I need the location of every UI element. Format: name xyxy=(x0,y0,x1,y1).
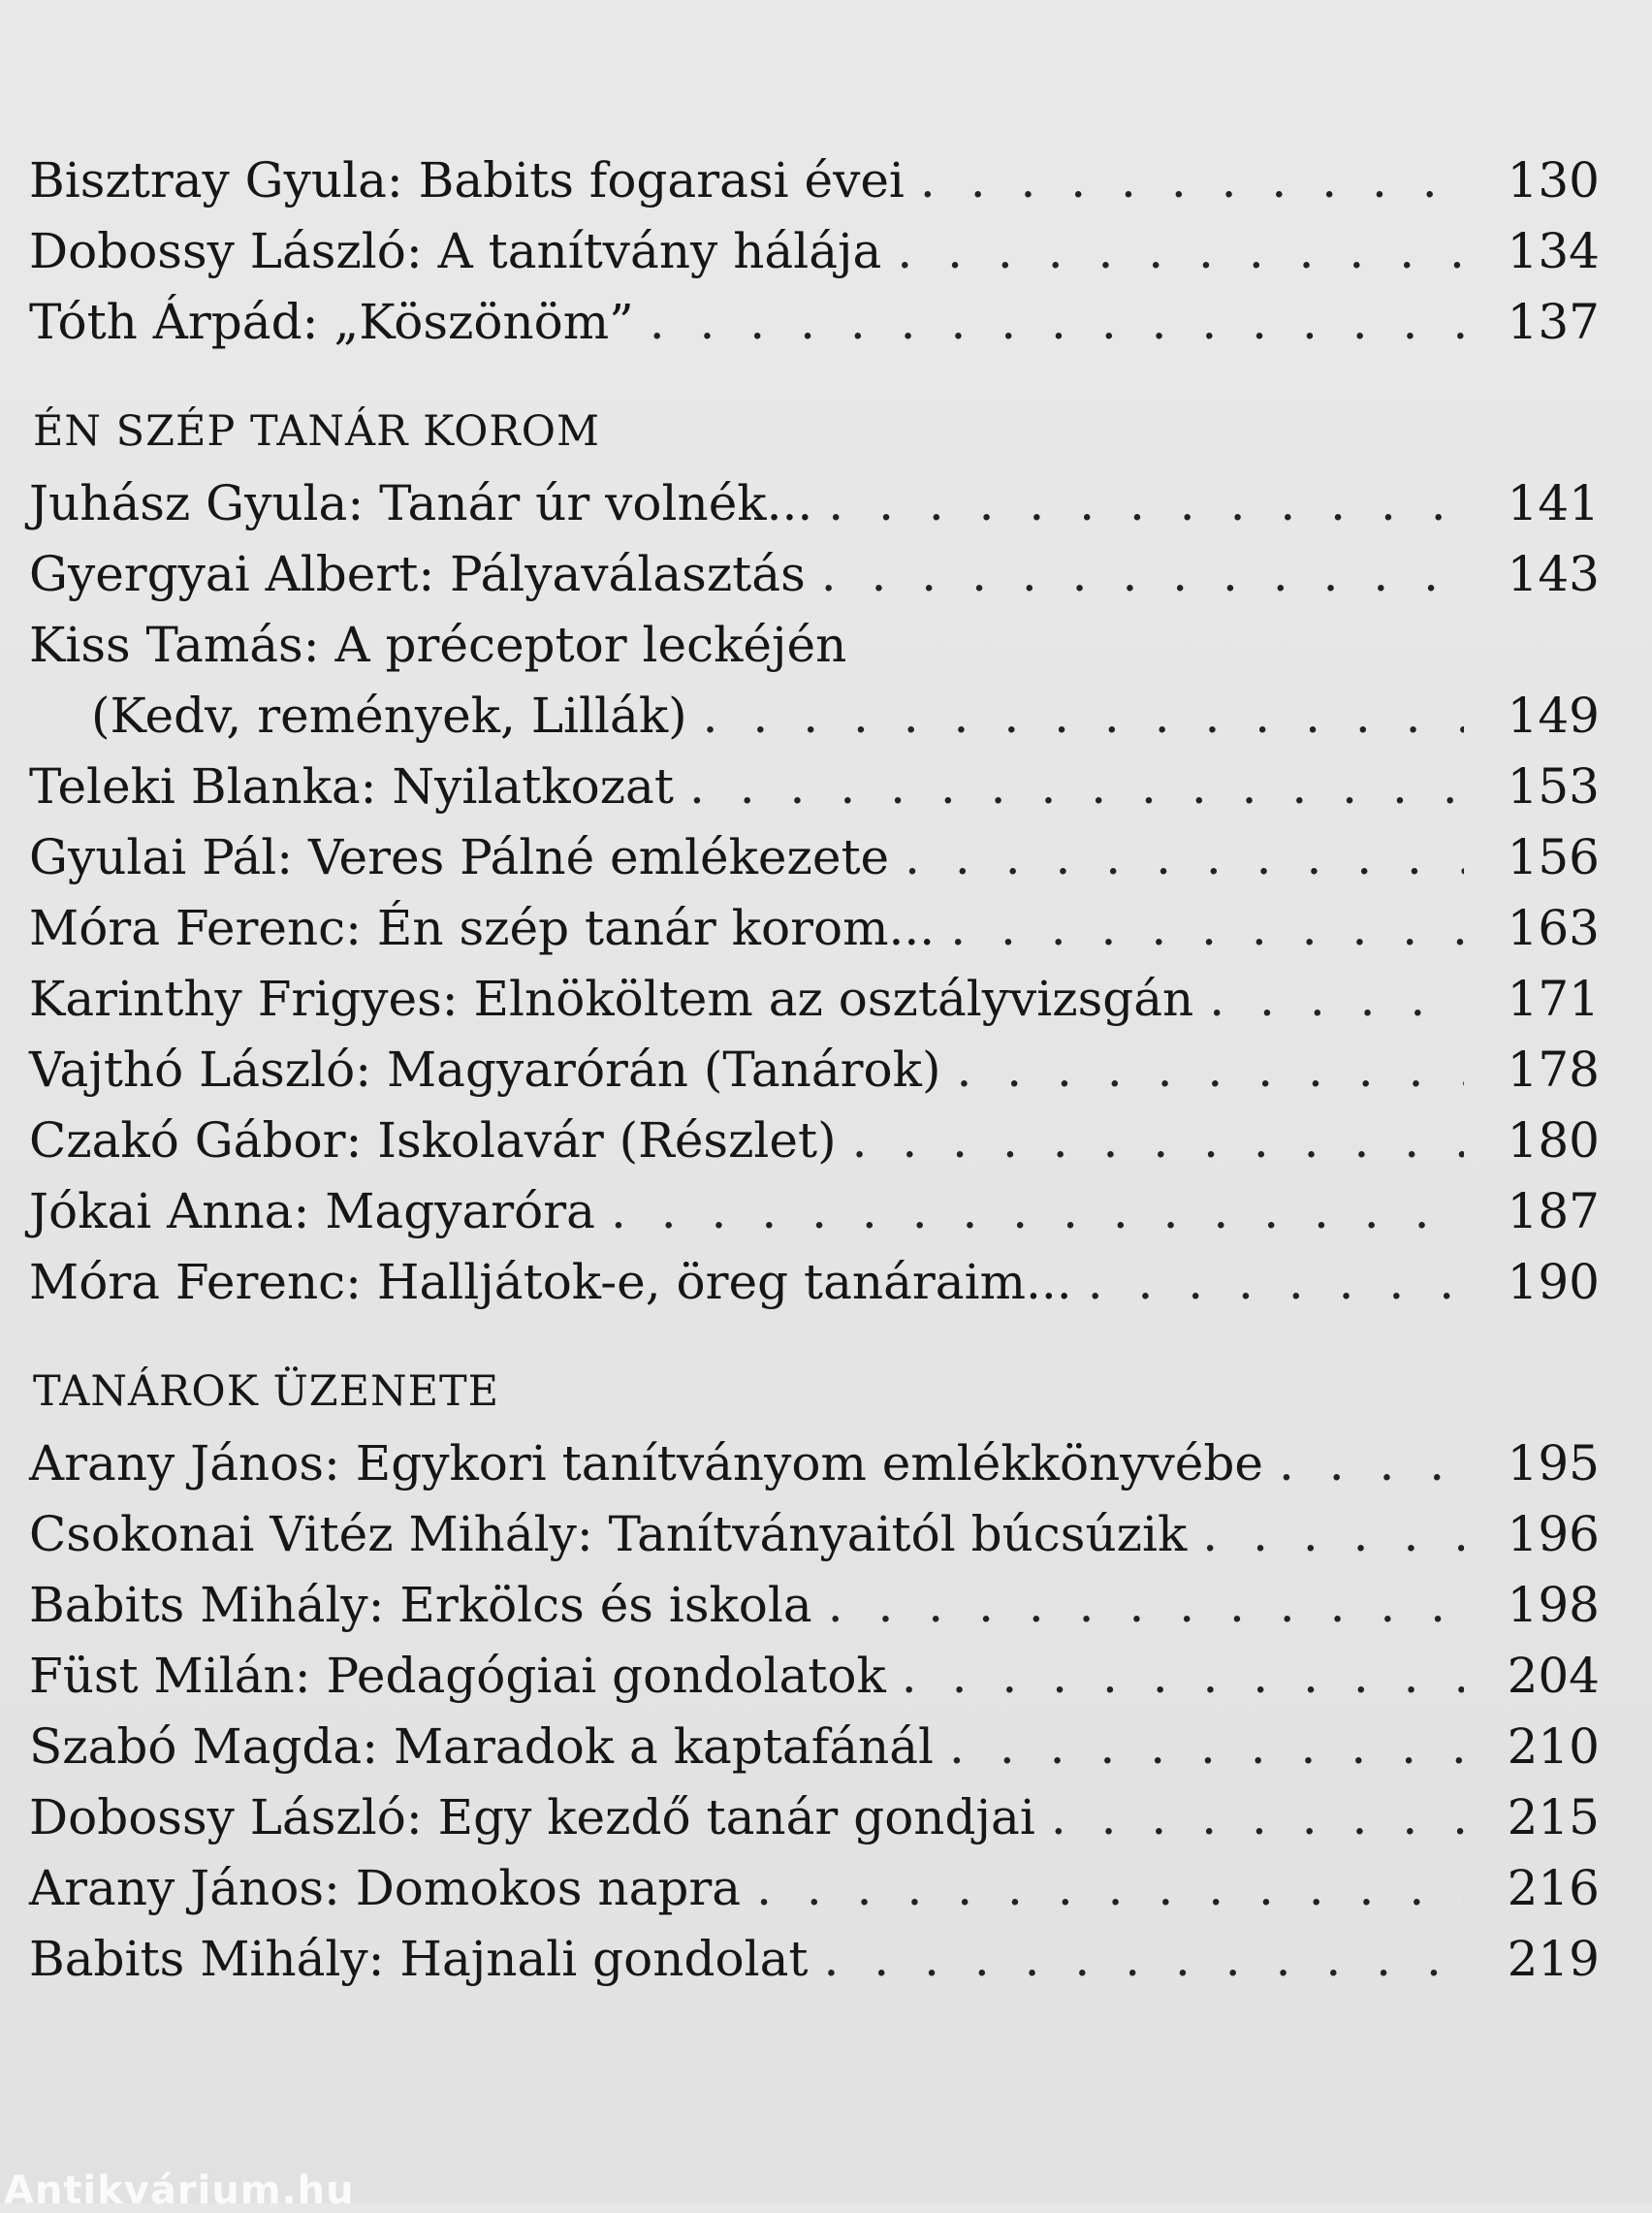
toc-entry: Dobossy László: A tanítvány hálája . . . 134 xyxy=(29,216,1600,287)
dot-leader xyxy=(902,1641,1464,1712)
dot-leader xyxy=(1088,1247,1464,1318)
page-number: 171 xyxy=(1507,971,1600,1027)
page-number: 216 xyxy=(1507,1860,1600,1916)
page-number: 137 xyxy=(1507,294,1600,350)
page-number: 156 xyxy=(1507,829,1600,885)
toc-entry: Jókai Anna: Magyaróra . . . 187 xyxy=(29,1176,1600,1247)
dot-leader xyxy=(905,822,1464,893)
toc-section-1 xyxy=(29,145,1600,358)
toc-entry: Czakó Gábor: Iskolavár (Részlet) . . . 180 xyxy=(29,1106,1600,1176)
dot-leader xyxy=(828,468,1464,539)
section-heading: ÉN SZÉP TANÁR KOROM xyxy=(33,407,600,456)
toc-entry: Móra Ferenc: Halljátok-e, öreg tanáraim... . . . 190 xyxy=(29,1247,1600,1318)
toc-entry: Juhász Gyula: Tanár úr volnék... . . . 141 xyxy=(29,468,1600,539)
dot-leader xyxy=(828,1570,1464,1641)
toc-entry: Babits Mihály: Erkölcs és iskola . . . 198 xyxy=(29,1570,1600,1641)
dot-leader xyxy=(950,893,1464,964)
toc-entry: Teleki Blanka: Nyilatkozat . . . 153 xyxy=(29,752,1600,822)
toc-section-en-szep-tanar-korom xyxy=(29,404,1600,1318)
toc-entry: Arany János: Egykori tanítványom emlékkönyvébe . . . 195 xyxy=(29,1428,1600,1499)
page-number: 153 xyxy=(1507,758,1600,815)
page-number: 134 xyxy=(1507,223,1600,279)
dot-leader xyxy=(650,287,1464,358)
dot-leader xyxy=(1209,964,1464,1035)
dot-leader xyxy=(756,1853,1464,1924)
page-number: 215 xyxy=(1507,1789,1600,1845)
page-number: 178 xyxy=(1507,1042,1600,1098)
page-number: 210 xyxy=(1507,1718,1600,1775)
toc-entry: Vajthó László: Magyarórán (Tanárok) . . . 178 xyxy=(29,1035,1600,1106)
page-number: 180 xyxy=(1507,1112,1600,1169)
toc-entry: Arany János: Domokos napra . . . 216 xyxy=(29,1853,1600,1924)
dot-leader xyxy=(1051,1782,1464,1853)
page-number: 198 xyxy=(1507,1577,1600,1633)
toc-entry: Gyulai Pál: Veres Pálné emlékezete . . . 156 xyxy=(29,822,1600,893)
toc-entry: Karinthy Frigyes: Elnököltem az osztályvizsgán . . . 171 xyxy=(29,964,1600,1035)
page-number: 219 xyxy=(1507,1931,1600,1987)
watermark: Antikvárium.hu xyxy=(4,2168,355,2213)
dot-leader xyxy=(920,145,1464,216)
dot-leader xyxy=(824,1924,1465,1995)
dot-leader xyxy=(949,1712,1464,1782)
dot-leader xyxy=(703,681,1464,752)
toc-entry: Gyergyai Albert: Pályaválasztás . . . 143 xyxy=(29,539,1600,610)
toc-entry: Bisztray Gyula: Babits fogarasi évei . . . 130 xyxy=(29,145,1600,216)
page-number: 195 xyxy=(1507,1435,1600,1491)
toc-section-tanarok-uzenete xyxy=(29,1364,1600,1995)
toc-entry-continuation: (Kedv, remények, Lillák) . . . 149 xyxy=(29,681,1600,752)
page-number: 196 xyxy=(1507,1506,1600,1562)
dot-leader xyxy=(956,1035,1464,1106)
dot-leader xyxy=(852,1106,1464,1176)
toc-entry: Füst Milán: Pedagógiai gondolatok . . . 204 xyxy=(29,1641,1600,1712)
toc-entry: Csokonai Vitéz Mihály: Tanítványaitól búcsúzik . . . 196 xyxy=(29,1499,1600,1570)
dot-leader xyxy=(1279,1428,1464,1499)
page-number: 190 xyxy=(1507,1254,1600,1310)
dot-leader xyxy=(1202,1499,1464,1570)
dot-leader xyxy=(611,1176,1464,1247)
dot-leader xyxy=(689,752,1464,822)
toc-entry: Tóth Árpád: „Köszönöm” . . . 137 xyxy=(29,287,1600,358)
toc-entry: Móra Ferenc: Én szép tanár korom... . . . 163 xyxy=(29,893,1600,964)
toc-entry: Babits Mihály: Hajnali gondolat . . . 219 xyxy=(29,1924,1600,1995)
page-number: 163 xyxy=(1507,900,1600,956)
page-number: 149 xyxy=(1507,688,1600,744)
page-number: 141 xyxy=(1507,475,1600,531)
toc-entry: Szabó Magda: Maradok a kaptafánál . . . 210 xyxy=(29,1712,1600,1782)
page-number: 204 xyxy=(1507,1648,1600,1704)
section-heading: TANÁROK ÜZENETE xyxy=(33,1367,500,1416)
dot-leader xyxy=(821,539,1464,610)
toc-entry: Dobossy László: Egy kezdő tanár gondjai . . . 215 xyxy=(29,1782,1600,1853)
page-number: 143 xyxy=(1507,546,1600,602)
dot-leader xyxy=(897,216,1464,287)
toc-entry: Kiss Tamás: A préceptor leckéjén xyxy=(29,617,847,673)
page-number: 130 xyxy=(1507,152,1600,208)
table-of-contents xyxy=(29,145,1600,1995)
page-number: 187 xyxy=(1507,1183,1600,1239)
